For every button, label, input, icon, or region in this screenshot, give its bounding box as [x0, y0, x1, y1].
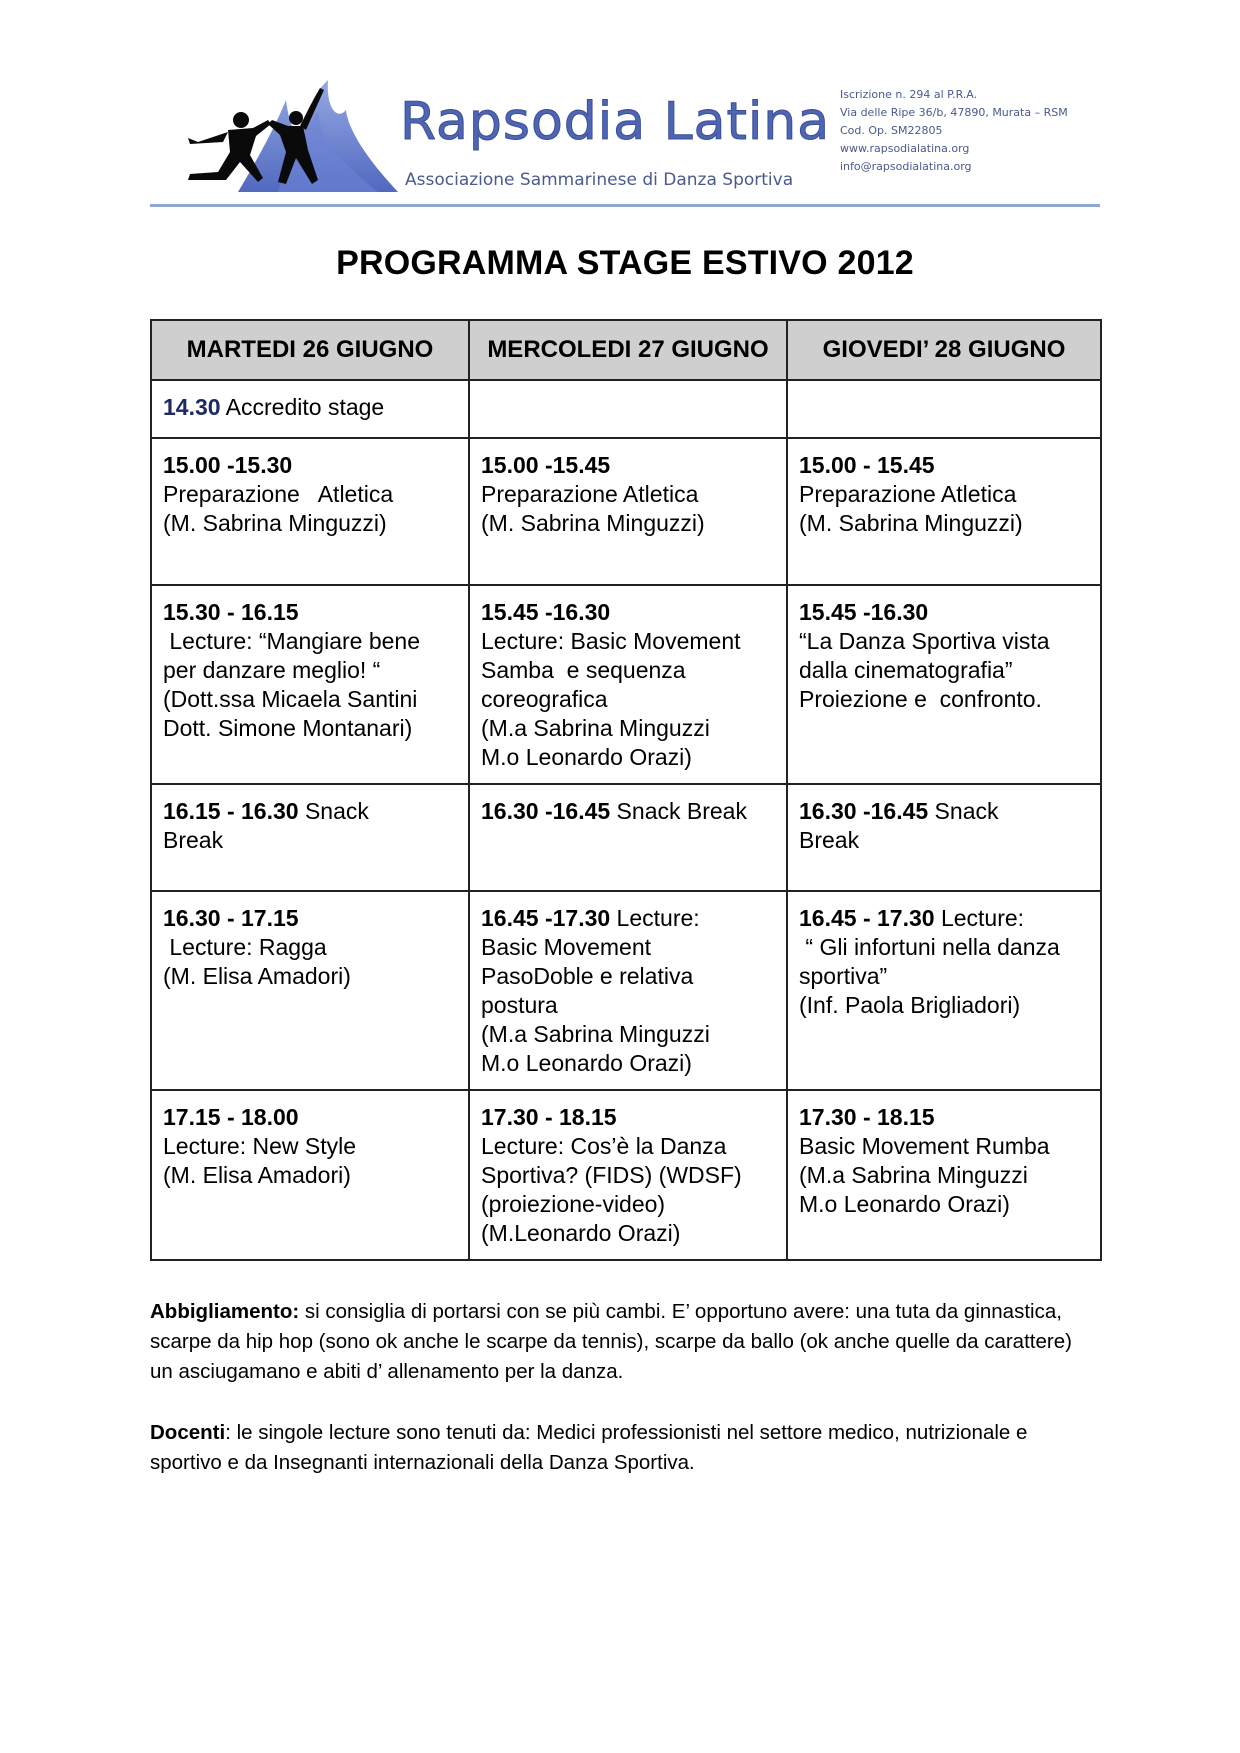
- table-row: [151, 784, 1101, 891]
- schedule-cell: [151, 891, 469, 1090]
- slot-text-line: Break: [163, 827, 224, 853]
- slot-text-line: PasoDoble e relativa: [481, 963, 694, 989]
- slot-text-line: Lecture:: [934, 905, 1025, 931]
- slot-text-line: Lecture: Ragga: [163, 934, 327, 960]
- slot-text-line: “ Gli infortuni nella danza: [799, 934, 1060, 960]
- table-header-row: [151, 320, 1101, 380]
- slot-text-line: Preparazione Atletica: [481, 481, 699, 507]
- slot-time: 16.30 -16.45: [481, 798, 611, 824]
- dress-code-text: si consiglia di portarsi con se più cambi. E’ opportuno avere: una tuta da ginnastica, scarpe da hip hop (sono ok anche le scarpe da tennis), scarpe da ballo (ok anche quelle da carattere) un asciugamano e abiti d’ allenamento per la danza.: [150, 1300, 1072, 1383]
- slot-text-line: Preparazione Atletica: [799, 481, 1017, 507]
- slot-text-line: dalla cinematografia”: [799, 657, 1013, 683]
- teachers-text: : le singole lecture sono tenuti da: Medici professionisti nel settore medico, nutrizionale e sportivo e da Insegnanti internazionali della Danza Sportiva.: [150, 1421, 1028, 1474]
- slot-time: 17.30 - 18.15: [799, 1104, 935, 1130]
- slot-text-line: Lecture: New Style: [163, 1133, 357, 1159]
- slot-text-line: (proiezione-video): [481, 1191, 666, 1217]
- operator-code-line: Cod. Op. SM22805: [840, 124, 943, 137]
- slot-text-line: Snack Break: [610, 798, 747, 824]
- schedule-cell: [469, 891, 787, 1090]
- slot-text-line: (M.a Sabrina Minguzzi: [481, 715, 710, 741]
- slot-text-line: Preparazione Atletica: [163, 481, 394, 507]
- schedule-cell: [151, 380, 469, 438]
- schedule-cell: [151, 585, 469, 784]
- slot-text-line: Lecture: Basic Movement: [481, 628, 741, 654]
- brand-name: Rapsodia Latina: [400, 92, 831, 152]
- schedule-cell: [469, 585, 787, 784]
- slot-time: 15.45 -16.30: [799, 599, 929, 625]
- slot-text-line: Accredito stage: [220, 394, 385, 420]
- schedule-cell: [787, 891, 1101, 1090]
- slot-text-line: Break: [799, 827, 860, 853]
- slot-text-line: (M. Sabrina Minguzzi): [481, 510, 705, 536]
- slot-text-line: (M.a Sabrina Minguzzi: [799, 1162, 1028, 1188]
- schedule-cell: [469, 1090, 787, 1260]
- registration-line: Iscrizione n. 294 al P.R.A.: [840, 88, 978, 101]
- slot-time: 16.45 - 17.30: [799, 905, 935, 931]
- schedule-cell: [787, 380, 1101, 438]
- schedule-cell: [787, 784, 1101, 891]
- brand-subtitle: Associazione Sammarinese di Danza Sportiva: [405, 170, 794, 190]
- slot-text-line: Proiezione e confronto.: [799, 686, 1042, 712]
- slot-time: 15.30 - 16.15: [163, 599, 299, 625]
- schedule-cell: [151, 438, 469, 585]
- slot-time: 15.00 -15.45: [481, 452, 611, 478]
- dress-code-label: Abbigliamento:: [150, 1300, 300, 1323]
- slot-text-line: (M.Leonardo Orazi): [481, 1220, 681, 1246]
- letterhead: [150, 70, 1100, 210]
- address-line: Via delle Ripe 36/b, 47890, Murata – RSM: [840, 106, 1068, 119]
- teachers-label: Docenti: [150, 1421, 226, 1444]
- table-row: [151, 585, 1101, 784]
- schedule-cell: [787, 585, 1101, 784]
- slot-time: 14.30: [163, 394, 221, 420]
- slot-time: 16.30 - 17.15: [163, 905, 299, 931]
- schedule-cell: [151, 784, 469, 891]
- slot-text-line: Basic Movement Rumba: [799, 1133, 1050, 1159]
- slot-text-line: Lecture: “Mangiare bene: [163, 628, 420, 654]
- slot-time: 16.45 -17.30: [481, 905, 611, 931]
- column-header-day-2: MERCOLEDI 27 GIUGNO: [469, 320, 787, 380]
- slot-text-line: postura: [481, 992, 558, 1018]
- dancers-logo: [168, 80, 398, 195]
- slot-text-line: (M. Elisa Amadori): [163, 1162, 351, 1188]
- slot-text-line: M.o Leonardo Orazi): [481, 1050, 692, 1076]
- slot-text-line: sportiva”: [799, 963, 888, 989]
- table-row: [151, 1090, 1101, 1260]
- slot-text-line: M.o Leonardo Orazi): [481, 744, 692, 770]
- schedule-cell: [151, 1090, 469, 1260]
- slot-time: 15.45 -16.30: [481, 599, 611, 625]
- teachers-note: [150, 1418, 1100, 1478]
- header-divider: [150, 204, 1100, 207]
- column-header-day-3: GIOVEDI’ 28 GIUGNO: [787, 320, 1101, 380]
- slot-time: 16.15 - 16.30: [163, 798, 299, 824]
- slot-text-line: per danzare meglio! “: [163, 657, 381, 683]
- schedule-cell: [787, 438, 1101, 585]
- slot-text-line: Samba e sequenza: [481, 657, 686, 683]
- slot-text-line: Snack: [928, 798, 999, 824]
- table-row: [151, 438, 1101, 585]
- slot-text-line: Dott. Simone Montanari): [163, 715, 413, 741]
- slot-text-line: Lecture:: [610, 905, 700, 931]
- slot-time: 17.30 - 18.15: [481, 1104, 617, 1130]
- schedule-table: [150, 319, 1102, 1261]
- slot-text-line: Lecture: Cos’è la Danza: [481, 1133, 727, 1159]
- slot-text-line: (M. Sabrina Minguzzi): [799, 510, 1023, 536]
- slot-time: 16.30 -16.45: [799, 798, 929, 824]
- slot-time: 15.00 - 15.45: [799, 452, 935, 478]
- email-link[interactable]: info@rapsodialatina.org: [840, 160, 972, 173]
- table-row: [151, 891, 1101, 1090]
- schedule-cell: [469, 438, 787, 585]
- slot-text-line: (M.a Sabrina Minguzzi: [481, 1021, 710, 1047]
- slot-time: 17.15 - 18.00: [163, 1104, 299, 1130]
- slot-text-line: Sportiva? (FIDS) (WDSF): [481, 1162, 742, 1188]
- website-link[interactable]: www.rapsodialatina.org: [840, 142, 970, 155]
- page-title: PROGRAMMA STAGE ESTIVO 2012: [336, 244, 914, 282]
- slot-text-line: (M. Elisa Amadori): [163, 963, 351, 989]
- slot-text-line: Basic Movement: [481, 934, 652, 960]
- dress-code-note: [150, 1297, 1100, 1387]
- slot-text-line: (M. Sabrina Minguzzi): [163, 510, 387, 536]
- slot-text-line: M.o Leonardo Orazi): [799, 1191, 1010, 1217]
- schedule-cell: [469, 380, 787, 438]
- slot-text-line: (Dott.ssa Micaela Santini: [163, 686, 418, 712]
- column-header-day-1: MARTEDI 26 GIUGNO: [151, 320, 469, 380]
- slot-text-line: Snack: [298, 798, 369, 824]
- slot-text-line: (Inf. Paola Brigliadori): [799, 992, 1021, 1018]
- schedule-cell: [787, 1090, 1101, 1260]
- schedule-body: [151, 380, 1101, 1260]
- schedule-cell: [469, 784, 787, 891]
- slot-text-line: coreografica: [481, 686, 608, 712]
- table-row: [151, 380, 1101, 438]
- contact-block: [840, 86, 1068, 176]
- slot-time: 15.00 -15.30: [163, 452, 293, 478]
- slot-text-line: “La Danza Sportiva vista: [799, 628, 1050, 654]
